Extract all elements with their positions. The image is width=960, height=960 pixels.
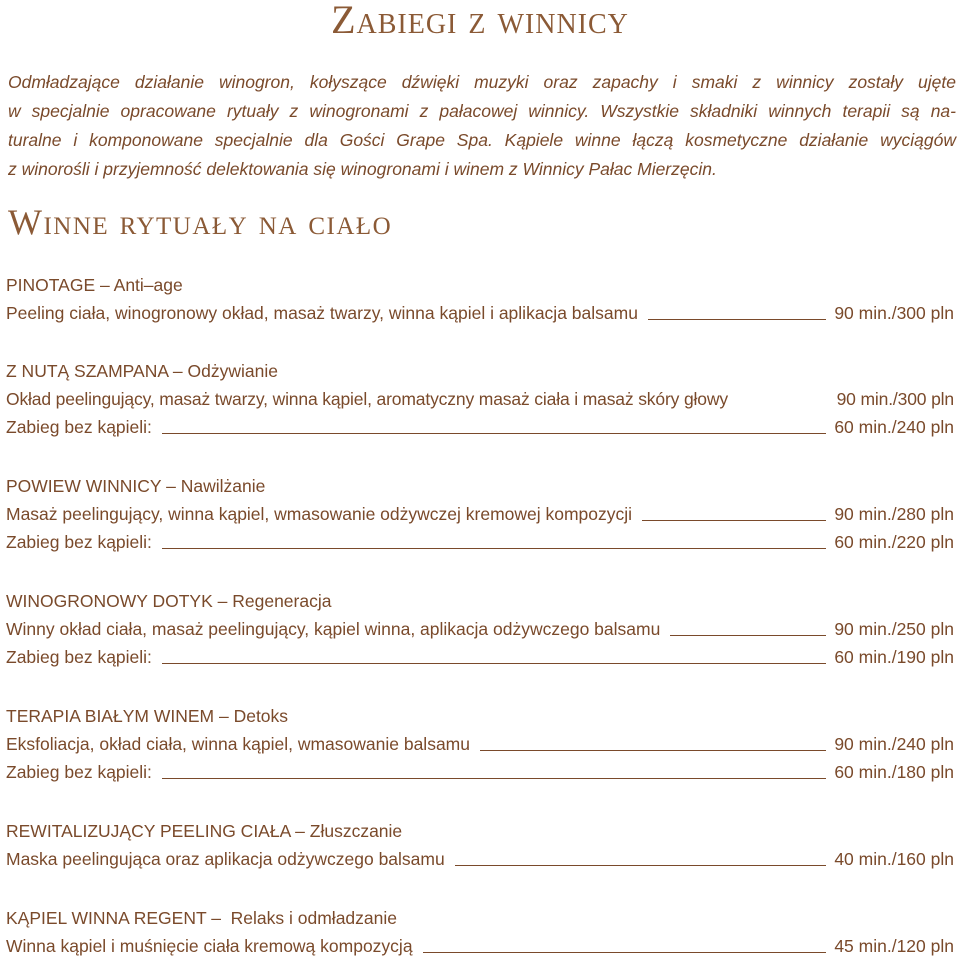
leader-line (162, 432, 826, 434)
price-row (6, 730, 954, 758)
price-row (6, 643, 954, 671)
treatment-description: Zabieg bez kąpieli: (6, 762, 152, 782)
ritual-name: POWIEW WINNICY (6, 476, 162, 496)
ritual-name: KĄPIEL WINNA REGENT (6, 908, 207, 928)
treatment-description: Zabieg bez kąpieli: (6, 417, 152, 437)
ritual-subtitle: Anti–age (113, 275, 183, 295)
intro-line: Odmładzające działanie winogron, kołyszące dźwięki muzyki oraz zapachy i smaki z winnicy zostały ujęte (8, 72, 956, 92)
leader-line (162, 547, 826, 549)
ritual-terapia-bialym-winem (6, 702, 954, 786)
ritual-subtitle: Odżywianie (187, 361, 278, 381)
ritual-name: Z NUTĄ SZAMPANA (6, 361, 169, 381)
ritual-heading: PINOTAGE – Anti–age (6, 275, 183, 295)
section-title: Winne rytuały na ciało (8, 202, 393, 242)
treatment-price: 90 min./280 pln (834, 504, 954, 524)
price-row (6, 932, 954, 960)
ritual-subtitle: Detoks (233, 706, 289, 726)
ritual-kapiel-winna-regent (6, 904, 954, 960)
ritual-name: PINOTAGE (6, 275, 96, 295)
treatment-description: Eksfoliacja, okład ciała, winna kąpiel, wmasowanie balsamu (6, 734, 470, 754)
leader-line (480, 749, 826, 751)
treatment-price: 60 min./190 pln (834, 647, 954, 667)
ritual-subtitle: Regeneracja (232, 591, 332, 611)
ritual-subtitle: Relaks i odmładzanie (230, 908, 397, 928)
ritual-heading: POWIEW WINNICY – Nawilżanie (6, 476, 266, 496)
price-row (6, 758, 954, 786)
leader-line (642, 519, 826, 521)
treatment-description: Okład peelingujący, masaż twarzy, winna kąpiel, aromatyczny masaż ciała i masaż skóry głowy (6, 389, 728, 409)
ritual-powiew-winnicy (6, 472, 954, 556)
treatment-price: 40 min./160 pln (834, 849, 954, 869)
treatment-price: 60 min./240 pln (834, 417, 954, 437)
ritual-z-nuta-szampana (6, 357, 954, 441)
ritual-heading: KĄPIEL WINNA REGENT – Relaks i odmładzanie (6, 908, 397, 928)
leader-line (162, 662, 826, 664)
leader-line (670, 634, 826, 636)
treatment-description: Peeling ciała, winogronowy okład, masaż twarzy, winna kąpiel i aplikacja balsamu (6, 303, 638, 323)
ritual-pinotage (6, 271, 954, 327)
ritual-heading: WINOGRONOWY DOTYK – Regeneracja (6, 591, 332, 611)
treatment-price: 90 min./250 pln (834, 619, 954, 639)
ritual-winogronowy-dotyk (6, 587, 954, 671)
treatment-price: 90 min./240 pln (834, 734, 954, 754)
intro-line: z winorośli i przyjemność delektowania się winogronami i winem z Winnicy Pałac Mierzęcin. (8, 159, 717, 179)
price-row (6, 615, 954, 643)
ritual-subtitle: Złuszczanie (309, 821, 403, 841)
ritual-heading: TERAPIA BIAŁYM WINEM – Detoks (6, 706, 289, 726)
ritual-name: WINOGRONOWY DOTYK (6, 591, 213, 611)
treatment-description: Masaż peelingujący, winna kąpiel, wmasowanie odżywczej kremowej kompozycji (6, 504, 633, 524)
treatment-description: Winna kąpiel i muśnięcie ciała kremową kompozycją (6, 936, 413, 956)
treatment-description: Zabieg bez kąpieli: (6, 532, 152, 552)
treatment-price: 60 min./180 pln (834, 762, 954, 782)
intro-line: turalne i komponowane specjalnie dla Gości Grape Spa. Kąpiele winne łączą kosmetyczne działanie wyciągów (8, 130, 956, 150)
treatment-price: 60 min./220 pln (834, 532, 954, 552)
treatment-description: Winny okład ciała, masaż peelingujący, kąpiel winna, aplikacja odżywczego balsamu (6, 619, 661, 639)
treatment-description: Maska peelingująca oraz aplikacja odżywczego balsamu (6, 849, 445, 869)
leader-line (648, 318, 826, 320)
price-row (6, 413, 954, 441)
treatment-description: Zabieg bez kąpieli: (6, 647, 152, 667)
leader-line (423, 951, 827, 953)
page-title: Zabiegi z winnicy (331, 0, 629, 42)
price-row (6, 500, 954, 528)
ritual-rewitalizujacy-peeling (6, 817, 954, 873)
ritual-name: REWITALIZUJĄCY PEELING CIAŁA (6, 821, 291, 841)
price-row (6, 528, 954, 556)
ritual-subtitle: Nawilżanie (180, 476, 266, 496)
leader-line (162, 777, 826, 779)
treatment-price: 45 min./120 pln (834, 936, 954, 956)
intro-line: w specjalnie opracowane rytuały z winogronami z pałacowej winnicy. Wszystkie składniki winnych terapii są na- (8, 101, 956, 121)
ritual-heading: REWITALIZUJĄCY PEELING CIAŁA – Złuszczanie (6, 821, 403, 841)
treatment-price: 90 min./300 pln (836, 389, 954, 409)
price-row (6, 845, 954, 873)
price-row (6, 385, 954, 413)
intro-paragraph (8, 68, 956, 184)
ritual-heading: Z NUTĄ SZAMPANA – Odżywianie (6, 361, 278, 381)
leader-line (455, 864, 827, 866)
price-row (6, 299, 954, 327)
treatment-price: 90 min./300 pln (834, 303, 954, 323)
ritual-name: TERAPIA BIAŁYM WINEM (6, 706, 215, 726)
